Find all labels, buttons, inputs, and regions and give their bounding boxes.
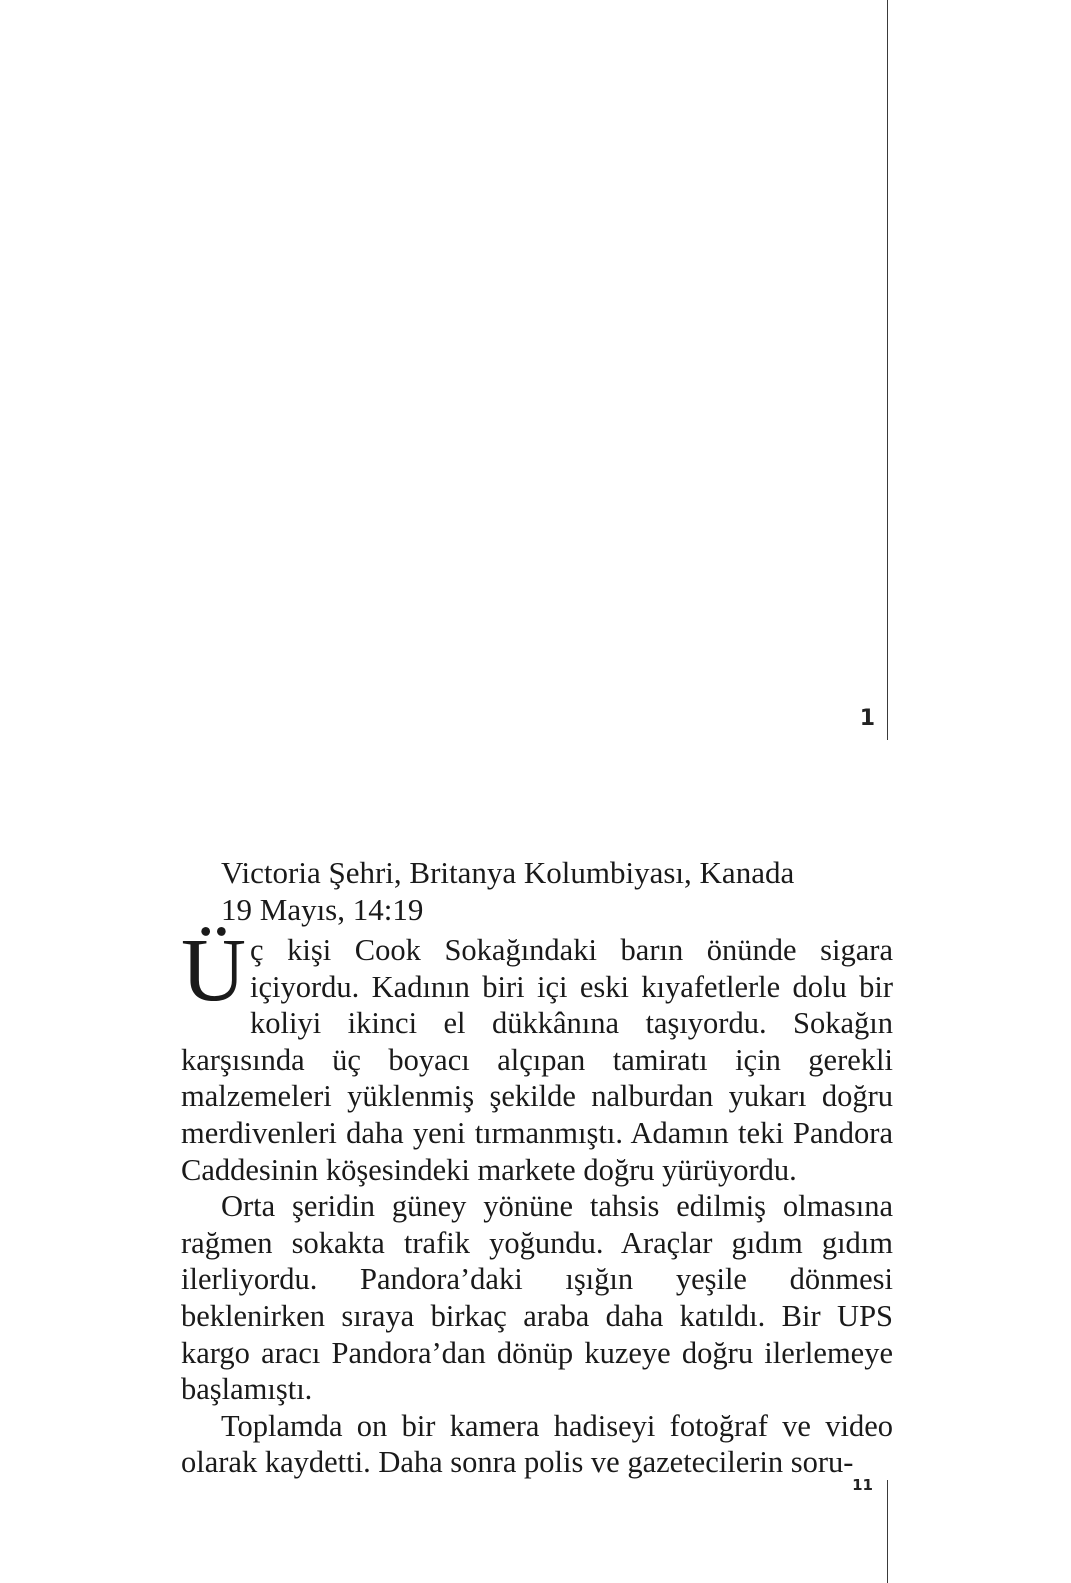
location-line: Victoria Şehri, Britanya Kolumbiyası, Kanada [221, 855, 795, 890]
drop-cap: Ü [181, 921, 246, 1020]
margin-rule-bottom [887, 1480, 888, 1583]
margin-rule-top [887, 0, 888, 740]
paragraph-1 [181, 921, 893, 1188]
paragraph-2: Orta şeridin güney yönüne tahsis edilmiş olmasına rağmen sokakta trafik yoğundu. Araçlar gıdım gıdım ilerliyordu. Pandora’daki ışığın yeşile dönmesi beklenirken sıraya birkaç araba daha katıldı. Bir UPS kargo aracı Pandora’dan dönüp kuzeye doğru ilerlemeye başlamıştı. [181, 1189, 893, 1407]
chapter-text [181, 854, 893, 1481]
datetime-line: 19 Mayıs, 14:19 [221, 892, 424, 927]
paragraph-1-text: ç kişi Cook Sokağındaki barın önünde sigara içiyordu. Kadının biri içi eski kıyafetlerle dolu bir koliyi ikinci el dükkânına taşıyordu. Sokağın karşısında üç boyacı alçıpan tamiratı için gerekli malzemeleri yüklenmiş şekilde nalburdan yukarı doğru merdivenleri daha yeni tırmanmıştı. Adamın teki Pandora Caddesinin köşesindeki markete doğru yürüyordu. [181, 933, 893, 1187]
paragraph-3: Toplamda on bir kamera hadiseyi fotoğraf ve video olarak kaydetti. Daha sonra polis ve gazetecilerin soru- [181, 1408, 893, 1480]
page-number: 11 [852, 1476, 873, 1494]
chapter-number: 1 [859, 706, 875, 731]
